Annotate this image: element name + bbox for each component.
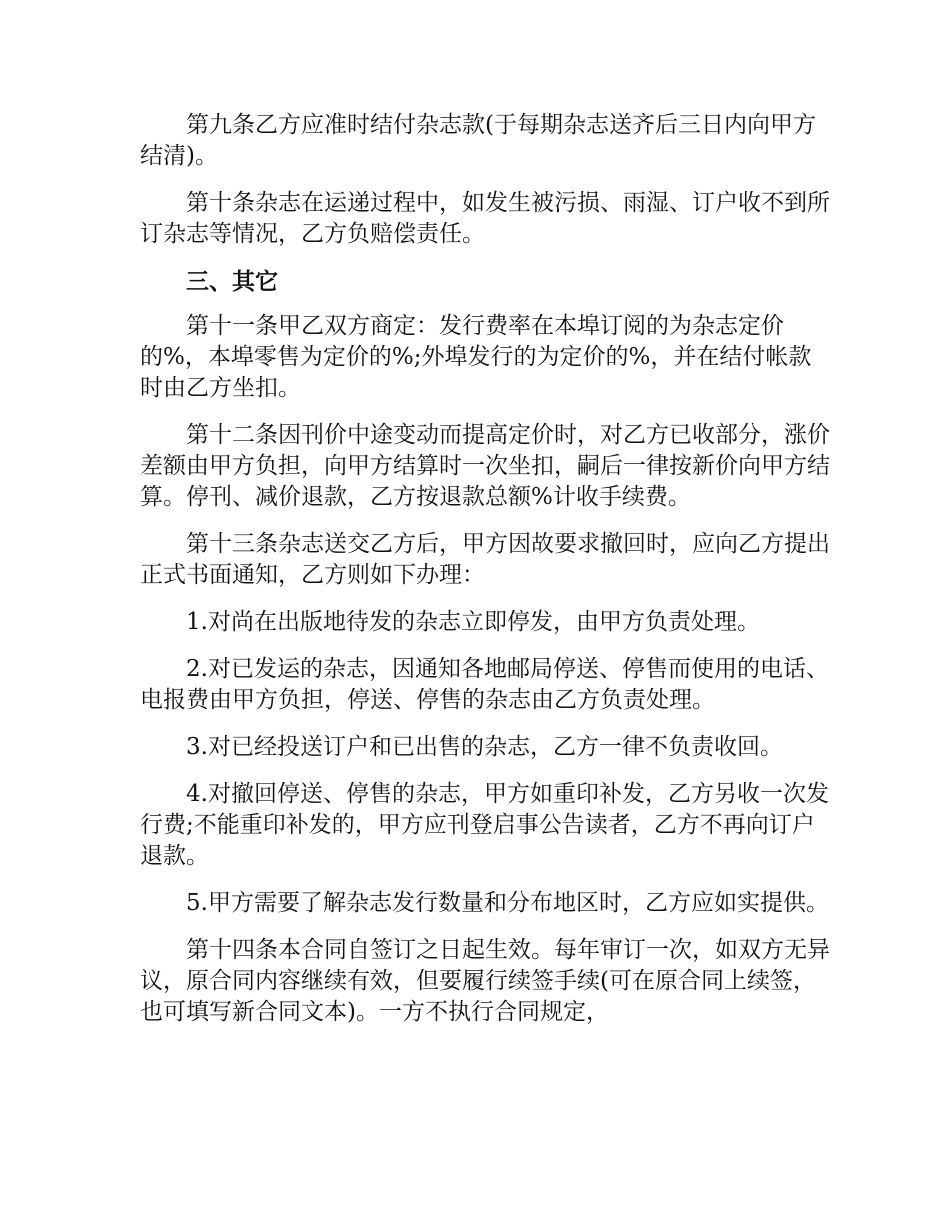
document-body [140,110,830,1044]
article-10-paragraph: 第十条杂志在运递过程中，如发生被污损、雨湿、订户收不到所订杂志等情况，乙方负赔偿责任。 [140,190,830,247]
section-heading-other: 三、其它 [186,268,278,295]
article-13-item-5: 5.甲方需要了解杂志发行数量和分布地区时，乙方应如实提供。 [186,890,829,916]
article-11-paragraph: 第十一条甲乙双方商定：发行费率在本埠订阅的为杂志定价的%，本埠零售为定价的%;外埠发行的为定价的%，并在结付帐款时由乙方坐扣。 [140,313,812,401]
article-13-item-3: 3.对已经投送订户和已出售的杂志，乙方一律不负责收回。 [186,734,783,760]
article-13-paragraph: 第十三条杂志送交乙方后，甲方因故要求撤回时，应向乙方提出正式书面通知，乙方则如下办理： [140,531,830,588]
article-13-item-1: 1.对尚在出版地待发的杂志立即停发，由甲方负责处理。 [186,609,760,635]
article-9-paragraph: 第九条乙方应准时结付杂志款(于每期杂志送齐后三日内向甲方结清)。 [140,112,816,169]
article-13-item-4: 4.对撤回停送、停售的杂志，甲方如重印补发，乙方另收一次发行费;不能重印补发的，甲方应刊登启事公告读者，乙方不再向订户退款。 [140,781,829,869]
article-12-paragraph: 第十二条因刊价中途变动而提高定价时，对乙方已收部分，涨价差额由甲方负担，向甲方结算时一次坐扣，嗣后一律按新价向甲方结算。停刊、减价退款，乙方按退款总额%计收手续费。 [140,422,830,510]
article-13-item-2: 2.对已发运的杂志，因通知各地邮局停送、停售而使用的电话、电报费由甲方负担，停送、停售的杂志由乙方负责处理。 [140,656,829,713]
article-14-paragraph: 第十四条本合同自签订之日起生效。每年审订一次，如双方无异议，原合同内容继续有效，但要履行续签手续(可在原合同上续签，也可填写新合同文本)。一方不执行合同规定， [140,937,830,1025]
